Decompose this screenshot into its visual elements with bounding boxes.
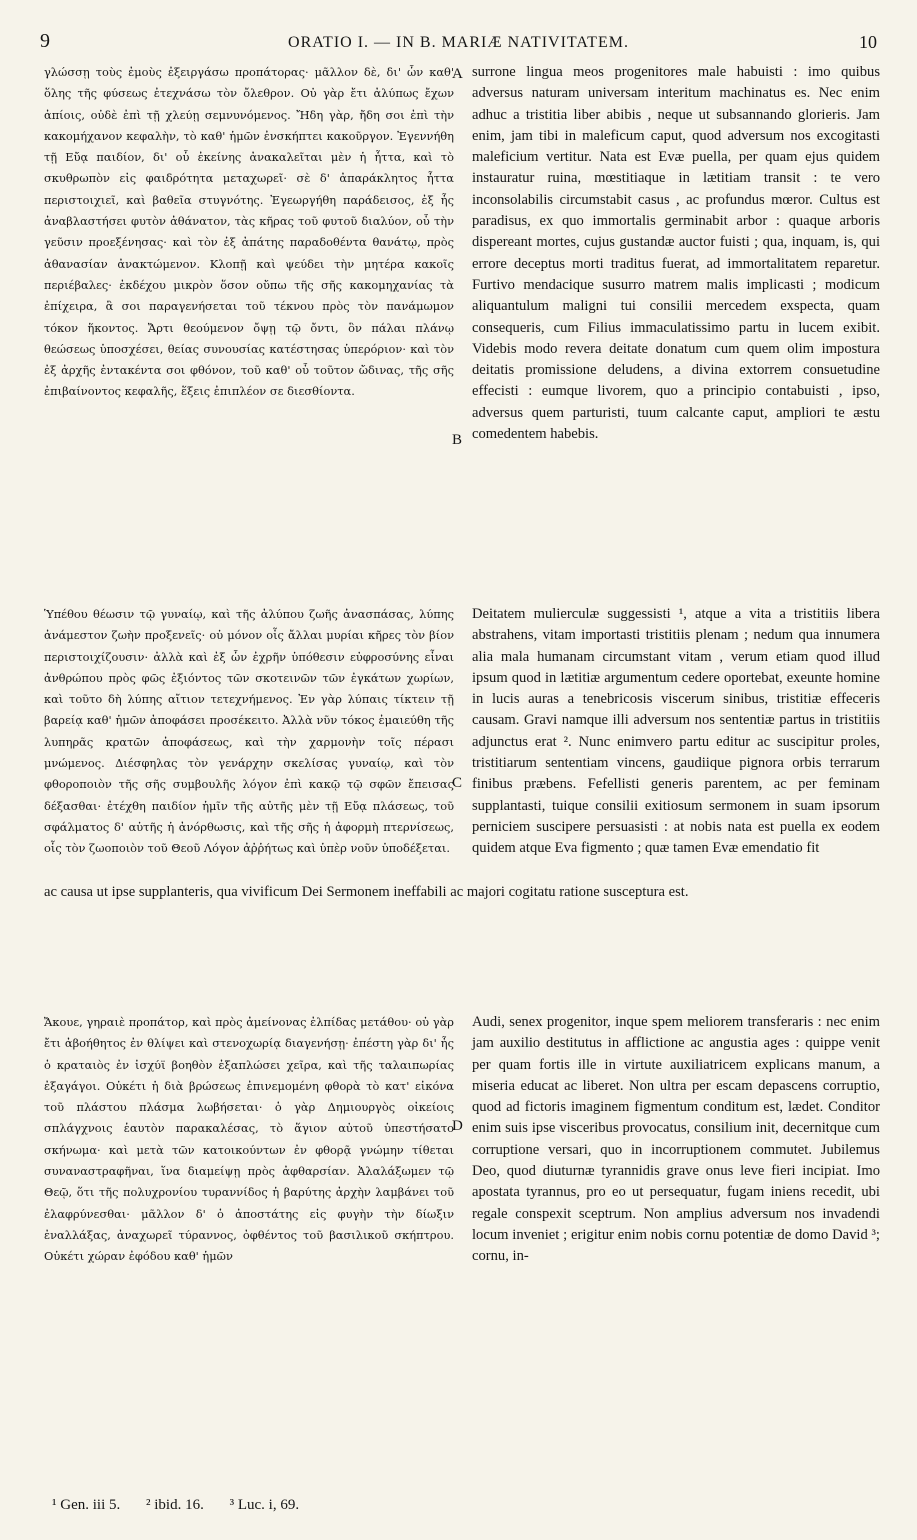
footnote-2: ² ibid. 16. [146,1497,204,1513]
latin-paragraph-1: surrone lingua meos progenitores male habuisti : imo quibus adversus naturam universam interitum machinatus es. Nec enim adhuc a tristitia liber abibis , neque ut subsannando glorieris. Jam enim, jam tibi in maleficum caput, quod adversum nos excogitasti maleficium vertitur. Nata est Evæ puella, per quam ejus quidem instauratur ruina, mœstitiaque in lætitiam transit : te vero inconsolabilis circumstabit casus , ac profundus mœror. Cultus est paradisus, ex quo immortalis germinabit arbor : quaque arboris dispereant mortes, cujus gustandæ auctor fuisti ; qua, inquam, is, qui errore deceptus morti traditus fuerat, ad immortalitatem reparetur. Furtivo mendacique susurro matrem malis implicasti ; modicum aliquantulum maligni tui consilii mercedem exspecta, quam consequeris, cum Filius immaculatissimo partu in lucem exibit. Videbis modo revera deitate donatum cum quem olim impostura deitatis promissione deludens, a divina extorrem consuetudine effecisti : eumque livorem, quo a principio contabuisti , ipso, adversus quem parturisti, tuum calcante caput, ampliori te æstu comedentem habebis. [472,64,880,443]
latin-bridge-text: ac causa ut ipse supplanteris, qua vivificum Dei Sermonem ineffabili ac majori cogitatu ratione susceptura est. [44,884,689,900]
section-marker-c: C [452,775,463,791]
latin-paragraph-2: Deitatem mulierculæ suggessisti ¹, atque a vita a tristitiis libera abstrahens, vitam importasti tristitiis plenam ; nedum qua innumera alia mala humanam circumstant vitam , verum etiam quod illud ipsum quod in lætitiæ argumentum cedere oportebat, exeunte homine in lucis auras a tenebricosis viscerum sinibus, tristitiæ effeceris causam. Gravi namque illi adversum nos sententiæ partus in tristitiis adjunctus erat ². Nunc enimvero partu editur ac suscipitur proles, tristitiarum sententiam vincens, gaudiique pignora orbis terrarum finibus præbens. Fefellisti generis parentem, ac per feminam supplantasti, tuique consilii exitiosum sermonem in suam ipsorum perniciem suscipere persuasisti : at nobis nata est puella ex eodem quidem atque Eva figmento ; quæ tamen Evæ emendatio fit [472,606,880,857]
greek-paragraph-3: Ἄκουε, γηραιὲ προπάτορ, καὶ πρὸς ἀμείνονας ἐλπίδας μετάθου· οὐ γὰρ ἔτι ἀβοήθητος ἐν θλίψει καὶ στενοχωρίᾳ διαγενήσῃ· ἐπέστη γὰρ δι' ἧς ὁ κραταιὸς ἐν ἰσχύϊ βοηθὸν ἐξαπλώσει χεῖρα, καὶ τῆς ταλαιπωρίας ἐξαγάγοι. Οὐκέτι ἡ διὰ βρώσεως ἐπινεμομένη φθορὰ τὸ κατ' εἰκόνα τοῦ πλάστου πλάσμα λωβήσεται· ὁ γὰρ Δημιουργὸς οἰκείοις σπλάγχνοις ἑαυτὸν παρακαλέσας, τὸ ἅγιον αὐτοῦ ὑπεστήσατο σκήνωμα· καὶ μετὰ τῶν κατοικούντων ἐν φθορᾷ γνώμην τίθεται συναναστραφῆναι, ἵνα διαμείψῃ πρὸς ἀφθαρσίαν. Ἀλαλάξωμεν τῷ Θεῷ, ὅτι τῆς πολυχρονίου τυραννίδος ἡ βαρύτης ἀρχὴν λαμβάνει τοῦ ἐλαφρύνεσθαι· μᾶλλον δ' ὁ ἀποστάτης εἰς φυγὴν τὴν δίωξιν ἐναλλάξας, ἀναχωρεῖ τύραννος, ὀφθέντος τοῦ βασιλικοῦ σκήπτρου. Οὐκέτι χώραν ἐφόδου καθ' ἡμῶν [44,1015,454,1264]
footnote-1: ¹ Gen. iii 5. [52,1497,121,1513]
greek-paragraph-2: Ὑπέθου θέωσιν τῷ γυναίῳ, καὶ τῆς ἀλύπου ζωῆς ἀνασπάσας, λύπης ἀνάμεστον ζωὴν προξενεῖς· οὐ μόνον οἷς ἄλλαι μυρίαι κῆρες τὸν βίον περιστοιχίζουσιν· ἀλλὰ καὶ ἐξ ὧν ἐχρῆν ὑπόθεσιν εὐφροσύνης εἶναι ἀνθρώπου πρὸς φῶς ἐξιόντος τῶν σκοτεινῶν τῶν ἐγκάτων χωρίων, καὶ τοῦτο δὴ λύπης αἴτιον τετεχνήμενος. Ἐν γὰρ λύπαις τίκτειν τῇ βαρείᾳ καθ' ἡμῶν ἀποφάσει προσέκειτο. Ἀλλὰ νῦν τόκος ἐμαιεύθη τῆς λυπηρᾶς κρατῶν ἀποφάσεως, καὶ τὴν χαρμονὴν τοῖς πέρασι μνώμενος. Διέσφηλας τὸν γενάρχην σκελίσας γυναίῳ, καὶ τὸν φθοροποιὸν τῆς σῆς συμβουλῆς λόγον ἐπὶ κακῷ τῷ σφῶν ἔπεισας δέξασθαι· ἐτέχθη παιδίον ἡμῖν τῆς αὐτῆς μὲν τῇ Εὔᾳ πλάσεως, τοῦ σφάλματος δ' αὐτῆς ἡ ἀνόρθωσις, καὶ τῆς σῆς ἡ ἀφορμὴ πτερνίσεως, οἷς τὸν ζωοποιὸν τοῦ Θεοῦ Λόγον ἀῤῥήτως καὶ ὑπὲρ νοῦν ὑποδέξεται. [44,607,454,856]
page-header [40,30,877,56]
footnotes [52,1497,872,1514]
page-number-right: 10 [859,32,877,52]
section-marker-a: A [452,66,463,82]
section-marker-d: D [452,1118,463,1134]
section-marker-b: B [452,432,463,448]
footnote-3: ³ Luc. i, 69. [229,1497,300,1513]
running-title: ORATIO I. — IN B. MARIÆ NATIVITATEM. [288,34,629,51]
greek-paragraph-1: γλώσσῃ τοὺς ἐμοὺς ἐξειργάσω προπάτορας· μᾶλλον δὲ, δι' ὧν καθ' ὅλης τῆς φύσεως ἐτεχνάσω τὸν ὄλεθρον. Οὐ γὰρ ἔτι ἀλύπως ἔχων ἀπίοις, οὐδὲ ἐπὶ τῇ χλεύῃ σεμνυνόμενος. Ἤδη γὰρ, ἤδη σοι ἐπὶ τὴν κακομήχανον κεφαλὴν, τὸ καθ' ἡμῶν ἐνσκήπτει κακοῦργον. Ἐγεννήθη τῇ Εὔᾳ παιδίον, δι' οὗ ἐκείνης ἀνακαλεῖται μὲν ἡ ἧττα, καὶ τὸ σκυθρωπὸν εἰς φαιδρότητα μεταχωρεῖ· σὲ δ' ἀπαράκλητος ἧττα περιστοιχιεῖ, καὶ βαθεῖα στυγνότης. Ἐγεωργήθη παράδεισος, ἐξ ἧς ἀναβλαστήσει φυτὸν ἀθάνατον, τὰς κῆρας τοῦ φυτοῦ διαλύον, οὗ τὴν γεῦσιν προεξένησας· καὶ τὸν ἐξ ἀπάτης παραδοθέντα θανάτῳ, πρὸς ἀθανασίαν ἀνακτώμενον. Κλοπῇ καὶ ψεύδει τὴν μητέρα κακοῖς περιέβαλες· ἐκδέχου μικρὸν ὅσον οὔπω τῆς σῆς κακομηχανίας τὰ ἐπίχειρα, ἃ σοι παραγενήσεται τοῦ τέκνου πρὸς τὸν πανάμωμον τόκον ἥκοντος. Ἄρτι θεούμενον ὄψῃ τῷ ὄντι, ὃν πάλαι πλάνῳ θεώσεως ὑποσχέσει, θείας συνουσίας κατέστησας ὑπερόριον· καὶ τὸν ἐξ ἀρχῆς ἐντακέντα σοι φθόνον, τοῦ καθ' οὗ τοῦτον ὤδινας, τῆς σῆς ἐπιβαίνοντος κεφαλῆς, ἕξεις ἐπιπλέον σε διεσθίοντα. [44,65,454,399]
latin-paragraph-3: Audi, senex progenitor, inque spem meliorem transferaris : nec enim jam auxilio destitutus in afflictione ac angustia ages : quippe venit per quam fortis ille in virtute auxiliatricem explicans manum, a miseria educat ac liberet. Non ultra per escam depascens corruptio, quod ad fictoris imaginem figmentum conditum est, lædet. Conditor enim suis ipse visceribus provocatus, consilium init, decernitque cum corruptione versari, quo in incorruptionem commutet. Jubilemus Deo, quod diuturnæ tyrannidis grave onus leve fieri incipiat. Imo apostata tyrannus, pro eo ut persequatur, fugam iniens recedit, ubi regale conspexit sceptrum. Non amplius adversum nos invadendi locum inveniet ; erigitur enim nobis cornu potentiæ de domo David ³; cornu, in- [472,1014,880,1265]
page-number-left: 9 [40,30,50,52]
